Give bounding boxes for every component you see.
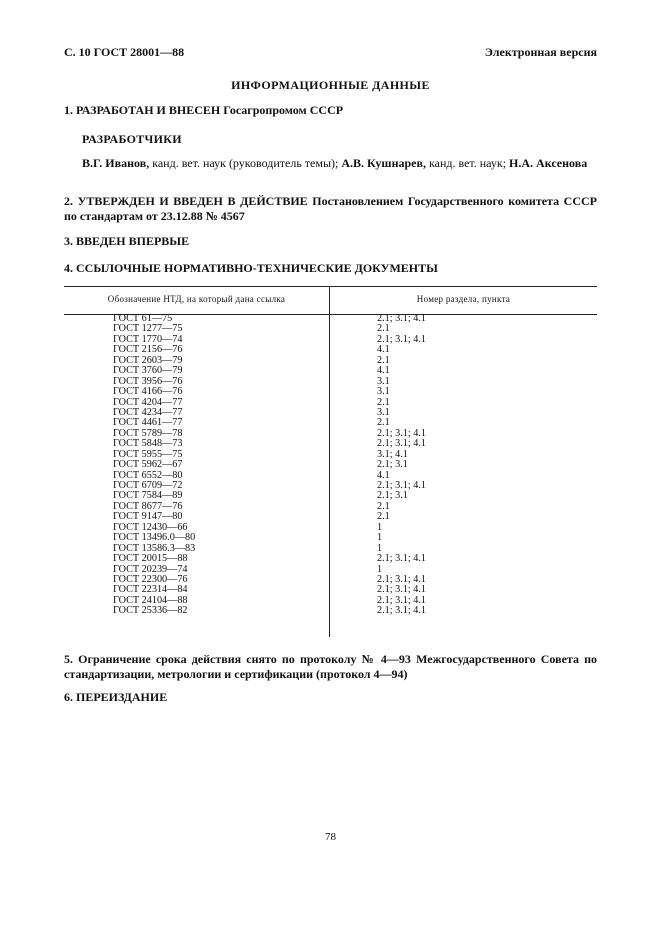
table-cell-section: 2.1 <box>377 511 390 523</box>
table-cell-section: 2.1; 3.1 <box>377 459 408 471</box>
table-cell-document: ГОСТ 61—75 <box>113 313 173 324</box>
developer-3-name: Н.А. Аксенова <box>509 156 588 170</box>
table-cell-document: ГОСТ 20015—88 <box>113 553 188 565</box>
table-header-document: Обозначение НТД, на который дана ссылка <box>107 294 286 304</box>
section-3-number: 3. <box>64 234 73 248</box>
table-cell-section: 1 <box>377 532 383 544</box>
table-cell-document: ГОСТ 6552—80 <box>113 469 183 481</box>
section-1-heading: РАЗРАБОТАН И ВНЕСЕН <box>76 103 221 117</box>
table-cell-section: 4.1 <box>377 469 390 481</box>
table-cell-document: ГОСТ 4461—77 <box>113 417 183 429</box>
table-cell-section: 2.1; 3.1; 4.1 <box>377 584 426 596</box>
table-cell-section: 2.1; 3.1; 4.1 <box>377 553 426 565</box>
section-4-heading: ССЫЛОЧНЫЕ НОРМАТИВНО-ТЕХНИЧЕСКИЕ ДОКУМЕНТЫ <box>76 261 438 275</box>
table-cell-section: 4.1 <box>377 344 390 356</box>
table-cell-section: 1 <box>377 521 383 533</box>
developers-list <box>82 156 597 171</box>
table-cell-section: 1 <box>377 563 383 575</box>
table-cell-document: ГОСТ 1277—75 <box>113 323 183 335</box>
table-cell-document: ГОСТ 4204—77 <box>113 396 183 408</box>
table-cell-document: ГОСТ 25336—82 <box>113 605 188 617</box>
table-body <box>64 314 597 617</box>
table-cell-document: ГОСТ 2156—76 <box>113 344 183 356</box>
table-cell-document: ГОСТ 6709—72 <box>113 480 183 491</box>
page-title: ИНФОРМАЦИОННЫЕ ДАННЫЕ <box>231 78 430 92</box>
table-cell-document: ГОСТ 4234—77 <box>113 406 183 418</box>
table-cell-section: 3.1 <box>377 406 390 418</box>
table-cell-document: ГОСТ 5962—67 <box>113 459 183 471</box>
section-6-number: 6. <box>64 690 73 704</box>
section-2-text: Постановлением Государственного комитета СССР по стандартам от 23.12.88 № 4567 <box>64 194 598 223</box>
table-cell-document: ГОСТ 5848—73 <box>113 438 183 450</box>
table-cell-section: 3.1; 4.1 <box>377 448 408 460</box>
table-cell-document: ГОСТ 1770—74 <box>113 333 183 345</box>
table-cell-section: 3.1 <box>377 375 390 387</box>
developer-1-info: канд. вет. наук (руководитель темы); <box>149 156 342 170</box>
table-cell-section: 2.1 <box>377 354 390 366</box>
table-header-section: Номер раздела, пункта <box>416 294 511 304</box>
section-3 <box>64 234 597 249</box>
section-1-number: 1. <box>64 103 73 117</box>
table-row <box>64 606 597 616</box>
table-cell-section: 2.1; 3.1; 4.1 <box>377 438 426 450</box>
table-row <box>64 387 597 397</box>
table-cell-section: 2.1; 3.1; 4.1 <box>377 573 426 585</box>
table-cell-document: ГОСТ 24104—88 <box>113 594 188 606</box>
table-cell-section: 2.1 <box>377 396 390 408</box>
table-cell-section: 3.1 <box>377 386 390 398</box>
table-cell-document: ГОСТ 13496.0—80 <box>113 532 196 544</box>
table-cell-section: 2.1; 3.1; 4.1 <box>377 594 426 606</box>
table-cell-document: ГОСТ 3760—79 <box>113 365 183 377</box>
developer-2-info: канд. вет. наук; <box>425 156 510 170</box>
section-6 <box>64 690 597 705</box>
section-2-heading: УТВЕРЖДЕН И ВВЕДЕН В ДЕЙСТВИЕ <box>77 194 308 208</box>
table-cell-section: 2.1 <box>377 500 390 512</box>
table-cell-section: 2.1; 3.1; 4.1 <box>377 427 426 439</box>
table-cell-section: 2.1; 3.1; 4.1 <box>377 480 426 491</box>
table-cell-section: 1 <box>377 542 383 554</box>
table-cell-document: ГОСТ 22314—84 <box>113 584 188 596</box>
section-1 <box>64 103 597 118</box>
section-2-number: 2. <box>64 194 73 208</box>
references-table <box>64 286 597 637</box>
table-row <box>64 554 597 564</box>
section-4 <box>64 261 597 276</box>
table-cell-section: 2.1; 3.1; 4.1 <box>377 333 426 345</box>
table-cell-section: 2.1 <box>377 323 390 335</box>
developer-2-name: А.В. Кушнарев, <box>341 156 426 170</box>
table-cell-document: ГОСТ 13586.3—83 <box>113 542 196 554</box>
table-cell-section: 2.1; 3.1 <box>377 490 408 502</box>
table-cell-document: ГОСТ 3956—76 <box>113 375 183 387</box>
section-3-heading: ВВЕДЕН ВПЕРВЫЕ <box>76 234 190 248</box>
developer-1-name: В.Г. Иванов, <box>82 156 150 170</box>
section-6-heading: ПЕРЕИЗДАНИЕ <box>76 690 168 704</box>
table-cell-document: ГОСТ 5955—75 <box>113 448 183 460</box>
table-cell-document: ГОСТ 4166—76 <box>113 386 183 398</box>
table-cell-document: ГОСТ 22300—76 <box>113 573 188 585</box>
running-header-left: С. 10 ГОСТ 28001—88 <box>64 45 185 59</box>
developers-heading: РАЗРАБОТЧИКИ <box>82 132 182 146</box>
section-2 <box>64 194 597 224</box>
table-cell-document: ГОСТ 20239—74 <box>113 563 188 575</box>
table-cell-section: 4.1 <box>377 365 390 377</box>
section-1-text: Госагропромом СССР <box>220 103 344 117</box>
table-cell-document: ГОСТ 5789—78 <box>113 427 183 439</box>
section-5-number: 5. <box>64 652 73 666</box>
table-top-rule <box>64 286 597 287</box>
section-5-text: Ограничение срока действия снято по протоколу № 4—93 Межгосударственного Совета по стандартизации, метрологии и сертификации (протокол 4—94) <box>64 652 598 681</box>
section-4-number: 4. <box>64 261 73 275</box>
table-cell-document: ГОСТ 2603—79 <box>113 354 183 366</box>
table-row <box>64 460 597 470</box>
table-cell-document: ГОСТ 12430—66 <box>113 521 188 533</box>
table-cell-section: 2.1 <box>377 417 390 429</box>
table-cell-document: ГОСТ 9147—80 <box>113 511 183 523</box>
table-cell-document: ГОСТ 7584—89 <box>113 490 183 502</box>
table-cell-section: 2.1; 3.1; 4.1 <box>377 313 426 324</box>
page-number: 78 <box>325 831 336 843</box>
table-cell-section: 2.1; 3.1; 4.1 <box>377 605 426 617</box>
section-5 <box>64 652 597 682</box>
table-cell-document: ГОСТ 8677—76 <box>113 500 183 512</box>
running-header-right: Электронная версия <box>484 45 597 59</box>
